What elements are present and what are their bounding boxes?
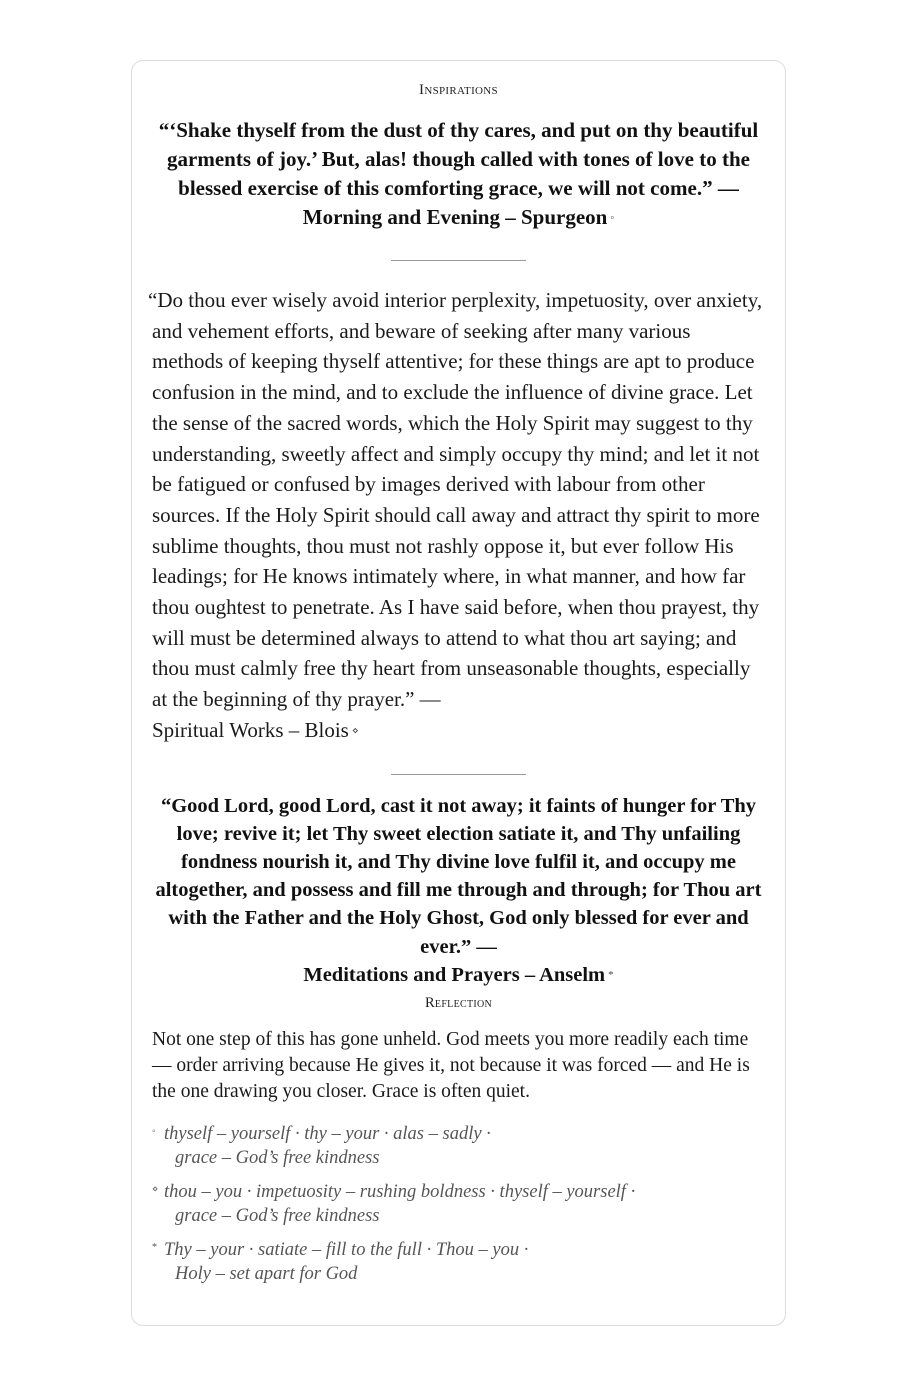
quote-anselm	[152, 792, 765, 989]
reflection-heading: Reflection	[424, 994, 493, 1011]
quote-blois-text: “Do thou ever wisely avoid interior perplexity, impetuosity, over anxiety, and vehement efforts, and beware of seeking after many various methods of keeping thyself attentive; for these things are apt to produce confusion in the mind, and to exclude the influence of divine grace. Let the sense of the sacred words, which the Holy Spirit may suggest to thy understanding, sweetly affect and simply occupy thy mind; and let it not be fatigued or confused by images derived with labour from other sources. If the Holy Spirit should call away and attract thy spirit to more sublime thoughts, thou must not rashly oppose it, but ever follow His leadings; for He knows intimately where, in what manner, and how far thou oughtest to penetrate. As I have said before, when thou prayest, thy will must be determined always to attend to what thou art saying; and thou must calmly free thy heart from unseasonable thoughts, especially at the beginning of thy prayer.” —	[148, 288, 763, 712]
quote-blois-attribution: Spiritual Works – Blois	[152, 717, 349, 742]
glossary-entry-line: grace – God’s free kindness	[175, 1148, 380, 1169]
glossary-marker-asterisk: *	[608, 968, 614, 981]
inspirations-heading: Inspirations	[419, 82, 498, 98]
quote-anselm-text: “Good Lord, good Lord, cast it not away; it faints of hunger for Thy love; revive it; let Thy sweet election satiate it, and Thy unfailing fondness nourish it, and Thy divine love fulfil it, and occupy me altogether, and possess and fill me through and through; for Thou art with the Father and the Holy Ghost, God only blessed for ever and ever.” —	[155, 794, 762, 958]
glossary-entry-marker: *	[152, 1241, 157, 1253]
reflection-text: Not one step of this has gone unheld. God meets you more readily each time — order arriving because He gives it, not because it was forced — and He is the one drawing you closer. Grace is often quiet.	[152, 1028, 750, 1102]
glossary-entry-line: Holy – set apart for God	[175, 1264, 358, 1285]
card-content	[132, 82, 785, 1287]
inspirations-card	[131, 60, 786, 1326]
quote-spurgeon-text: “‘Shake thyself from the dust of thy cares, and put on thy beautiful garments of joy.’ But, alas! though called with tones of love to the blessed exercise of this comforting grace, we will not come.” — Morning and Evening – Spurgeon	[158, 118, 759, 229]
glossary-entry	[152, 1178, 765, 1229]
glossary-entry-line: grace – God’s free kindness	[175, 1206, 380, 1227]
glossary-entry-line: thyself – yourself · thy – your · alas – sadly ·	[164, 1123, 491, 1144]
glossary-entry-line: Thy – your · satiate – fill to the full · Thou – you ·	[164, 1239, 529, 1260]
section-divider	[391, 260, 526, 261]
glossary-entry-line: thou – you · impetuosity – rushing boldness · thyself – yourself ·	[164, 1181, 636, 1202]
glossary-marker-diamond: ⋄	[351, 724, 359, 737]
glossary-entry-marker: ⋄	[152, 1183, 159, 1195]
glossary-entry-marker: ◦	[152, 1125, 156, 1137]
glossary-entry	[152, 1236, 765, 1287]
glossary	[152, 1120, 765, 1287]
glossary-marker-circle: ◦	[610, 212, 615, 224]
glossary-entry	[152, 1120, 765, 1171]
section-divider	[391, 774, 526, 775]
quote-spurgeon	[152, 116, 765, 233]
quote-anselm-attribution: Meditations and Prayers – Anselm	[303, 963, 606, 986]
quote-blois	[148, 285, 765, 747]
